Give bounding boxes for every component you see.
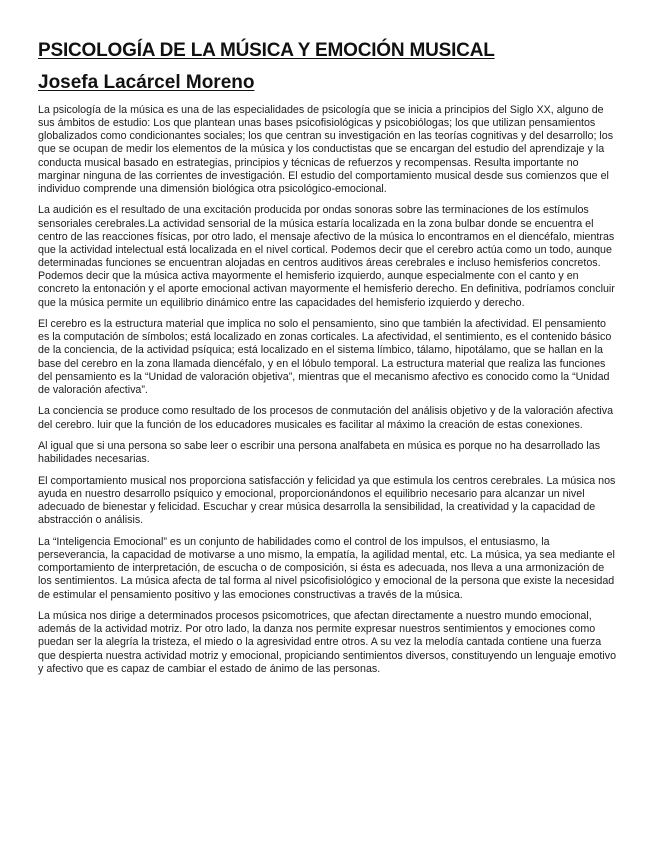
document-page: [38, 40, 618, 684]
paragraph-analfabeta-musica: Al igual que si una persona so sabe leer o escribir una persona analfabeta en música es porque no ha desarrollado las habilidades necesarias.: [38, 440, 601, 466]
document-title: PSICOLOGÍA DE LA MÚSICA Y EMOCIÓN MUSICAL: [38, 40, 495, 61]
paragraph-conciencia: La conciencia se produce como resultado de los procesos de conmutación del análisis objetivo y de la valoración afectiva del cerebro. luir que la función de los educadores musicales es facilitar al máximo la creación de estas conexiones.: [38, 405, 614, 431]
paragraph-psicologia-musica: La psicología de la música es una de las especialidades de psicología que se inicia a principios del Siglo XX, alguno de sus ámbitos de estudio: Los que plantean unas bases psicofisiológicas y psicobiólogas; los que utilizan pensamientos globalizados como condicionantes sociales; los que centran su investigación en las teorías cognitivas y del desarrollo; los que se ocupan de medir los elementos de la música y los conductistas que se encargan del estudio del aprendizaje y la conducta musical basado en estrategias, principios y técnicas de refuerzos y recompensas. Resulta importante no marginar ninguna de las corrientes de investigación. El estudio del comportamiento musical desde sus comienzos que el individuo comprende una dimensión biológica otra psicológico-emocional.: [38, 104, 614, 195]
paragraph-audicion: La audición es el resultado de una excitación producida por ondas sonoras sobre las terminaciones de los estímulos sensoriales cerebrales.La actividad sensorial de la música estaría localizada en la zona bulbar donde se encuentra el centro de las reacciones físicas, por otro lado, el mensaje afectivo de la música lo encontramos en el diencéfalo, mientras que la actividad intelectual está localizada en el nivel cortical. Podemos decir que el cerebro actúa como un todo, aunque determinadas funciones se encuentran alojadas en centros auditivos áreas cerebrales e incluso hemisferios concretos. Podemos decir que la música activa mayormente el hemisferio izquierdo, aunque especialmente con el canto y en concreto la entonación y el aporte emocional activan mayormente el hemisferio derecho. En definitiva, podríamos concluir que la música permite un equilibrio dinámico entre las capacidades del hemisferio izquierdo y derecho.: [38, 204, 615, 309]
paragraph-inteligencia-emocional: La “Inteligencia Emocional” es un conjunto de habilidades como el control de los impulsos, el entusiasmo, la perseverancia, la capacidad de motivarse a uno mismo, la empatía, la agilidad mental, etc. La música, ya sea mediante el comportamiento de interpretación, de escucha o de composición, si ésta es adecuada, nos lleva a una armonización de los sentimientos. La música afecta de tal forma al nivel psicofisiológico y emocional de la persona que existe la necesidad de estimular el pensamiento positivo y las emociones constructivas a través de la música.: [38, 535, 615, 601]
paragraph-cerebro: El cerebro es la estructura material que implica no solo el pensamiento, sino que también la afectividad. El pensamiento es la computación de símbolos; está localizado en zonas corticales. La afectividad, el sentimiento, es el contenido básico de la conciencia, de la actividad psíquica; está localizado en el sistema límbico, tálamo, hipotálamo, que se hallan en la base del cerebro en la zona llamada diencéfalo, y en el lóbulo temporal. La estructura material que realiza las funciones del pensamiento es la “Unidad de valoración objetiva”, mientras que el mecanismo afectivo es conocido como la “Unidad de valoración afectiva”.: [38, 318, 612, 396]
paragraph-comportamiento-musical: El comportamiento musical nos proporciona satisfacción y felicidad ya que estimula los centros cerebrales. La música nos ayuda en nuestro desarrollo psíquico y emocional, proporcionándonos el equilibrio necesario para alcanzar un nivel adecuado de bienestar y felicidad. Escuchar y crear música desarrolla la sensibilidad, la creatividad y la capacidad de abstracción o análisis.: [38, 474, 616, 527]
paragraph-procesos-psicomotrices: La música nos dirige a determinados procesos psicomotrices, que afectan directamente a nuestro mundo emocional, además de la actividad motriz. Por otro lado, la danza nos permite expresar nuestros sentimientos y emociones como puedan ser la alegría la tristeza, el miedo o la agresividad entre otros. A su vez la melodía cantada contiene una fuerza que despierta nuestra actividad motriz y emocional, propiciando sentimientos diversos, constituyendo un lenguaje emotivo y afectivo que es capaz de cambiar el estado de ánimo de las personas.: [38, 610, 617, 675]
document-author: Josefa Lacárcel Moreno: [38, 72, 255, 93]
